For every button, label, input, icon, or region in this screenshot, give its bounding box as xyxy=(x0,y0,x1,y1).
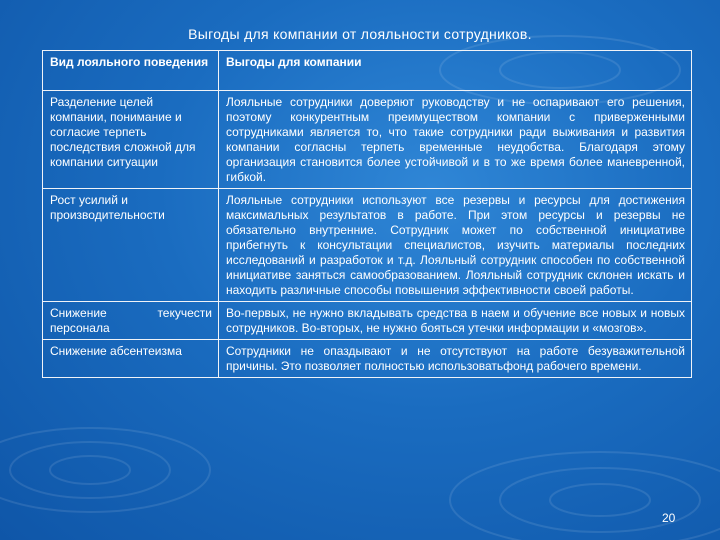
benefit-cell: Во-первых, не нужно вкладывать средства в наем и обучение все новых и новых сотрудников. Во-вторых, не нужно бояться утечки информации и «мозгов». xyxy=(219,302,692,340)
behavior-cell: Разделение целей компании, понимание и согласие терпеть последствия сложной для компании ситуации xyxy=(43,91,219,189)
table-row xyxy=(43,302,692,340)
benefit-cell: Лояльные сотрудники доверяют руководству и не оспаривают его решения, поэтому конкурентным преимуществом компании с приверженными сотрудниками является то, что такие сотрудники ради выживания и развития компании согласны терпеть временные неудобства. Благодаря этому организация становится более устойчивой и в то же время более маневренной, гибкой. xyxy=(219,91,692,189)
page-number: 20 xyxy=(662,511,676,525)
header-company-benefits: Выгоды для компании xyxy=(219,51,692,91)
benefits-table xyxy=(42,50,692,378)
behavior-cell: Рост усилий и производительности xyxy=(43,189,219,302)
table-row xyxy=(43,340,692,378)
header-behavior-type: Вид лояльного поведения xyxy=(43,51,219,91)
slide-title: Выгоды для компании от лояльности сотрудников. xyxy=(188,26,532,42)
behavior-cell: Снижение абсентеизма xyxy=(43,340,219,378)
behavior-cell: Снижение текучести персонала xyxy=(43,302,219,340)
benefit-cell: Лояльные сотрудники используют все резервы и ресурсы для достижения максимальных результатов в работе. При этом ресурсы и резервы не обязательно внутренние. Сотрудник может по собственной инициативе прибегнуть к консультации специалистов, изучить материалы последних исследований и разработок и т.д. Лояльный сотрудник способен по собственной инициативе заняться самообразованием. Лояльный сотрудник склонен искать и находить различные способы повышения эффективности своей работы. xyxy=(219,189,692,302)
benefit-cell: Сотрудники не опаздывают и не отсутствуют на работе безуважительной причины. Это позволяет полностью использоватьфонд рабочего времени. xyxy=(219,340,692,378)
table-row xyxy=(43,91,692,189)
table-row xyxy=(43,189,692,302)
table-header-row xyxy=(43,51,692,91)
